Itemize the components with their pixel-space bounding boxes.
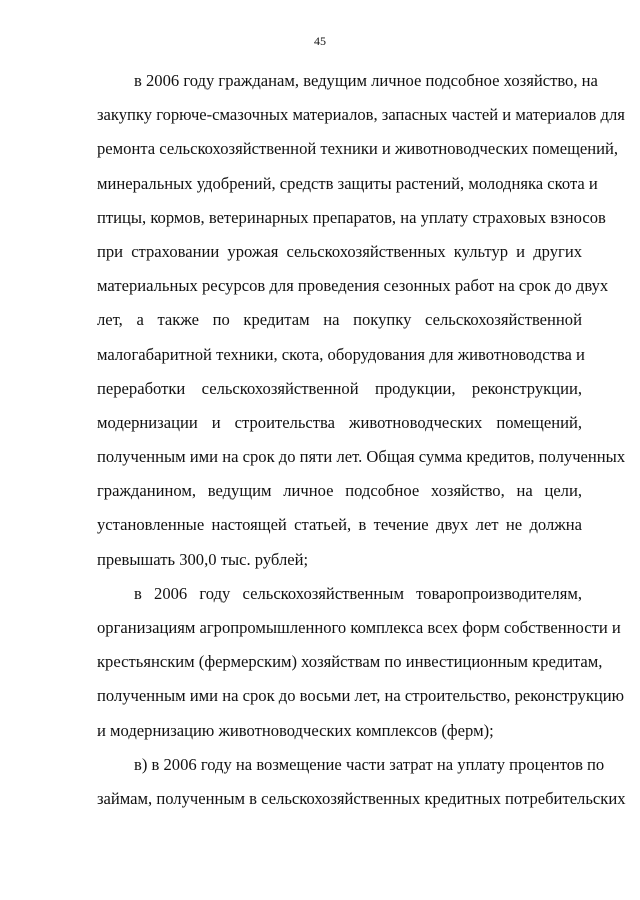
text-line: гражданином, ведущим личное подсобное хозяйство, на цели, [97,481,582,501]
text-line: минеральных удобрений, средств защиты растений, молодняка скота и [97,173,598,193]
text-line: превышать 300,0 тыс. рублей; [97,549,309,569]
paragraph-2 [97,577,625,748]
text-line: переработки сельскохозяйственной продукции, реконструкции, [97,378,582,398]
text-line: и модернизацию животноводческих комплексов (ферм); [97,720,494,740]
text-line: полученным ими на срок до пяти лет. Общая сумма кредитов, полученных [97,447,626,467]
text-line: в) в 2006 году на возмещение части затрат на уплату процентов по [134,754,605,774]
text-line: птицы, кормов, ветеринарных препаратов, на уплату страховых взносов [97,207,606,227]
text-line: в 2006 году сельскохозяйственным товаропроизводителям, [134,583,582,603]
page-number: 45 [314,34,326,48]
text-line: малогабаритной техники, скота, оборудования для животноводства и [97,344,585,364]
text-line: материальных ресурсов для проведения сезонных работ на срок до двух [97,276,609,296]
text-line: лет, а также по кредитам на покупку сельскохозяйственной [97,310,582,330]
text-line: ремонта сельскохозяйственной техники и животноводческих помещений, [97,139,619,159]
text-line: займам, полученным в сельскохозяйственных кредитных потребительских [97,788,626,808]
text-line: при страховании урожая сельскохозяйственных культур и других [97,241,582,261]
text-line: организациям агропромышленного комплекса всех форм собственности и [97,618,621,637]
paragraph-1 [97,64,626,577]
document-body [97,64,626,816]
paragraph-3 [97,748,626,816]
text-line: в 2006 году гражданам, ведущим личное подсобное хозяйство, на [134,71,598,90]
text-line: полученным ими на срок до восьми лет, на строительство, реконструкцию [97,686,625,706]
text-line: модернизации и строительства животноводческих помещений, [97,412,582,432]
text-line: закупку горюче-смазочных материалов, запасных частей и материалов для [97,105,625,125]
text-line: установленные настоящей статьей, в течение двух лет не должна [97,515,582,535]
text-line: крестьянским (фермерским) хозяйствам по инвестиционным кредитам, [97,652,603,672]
